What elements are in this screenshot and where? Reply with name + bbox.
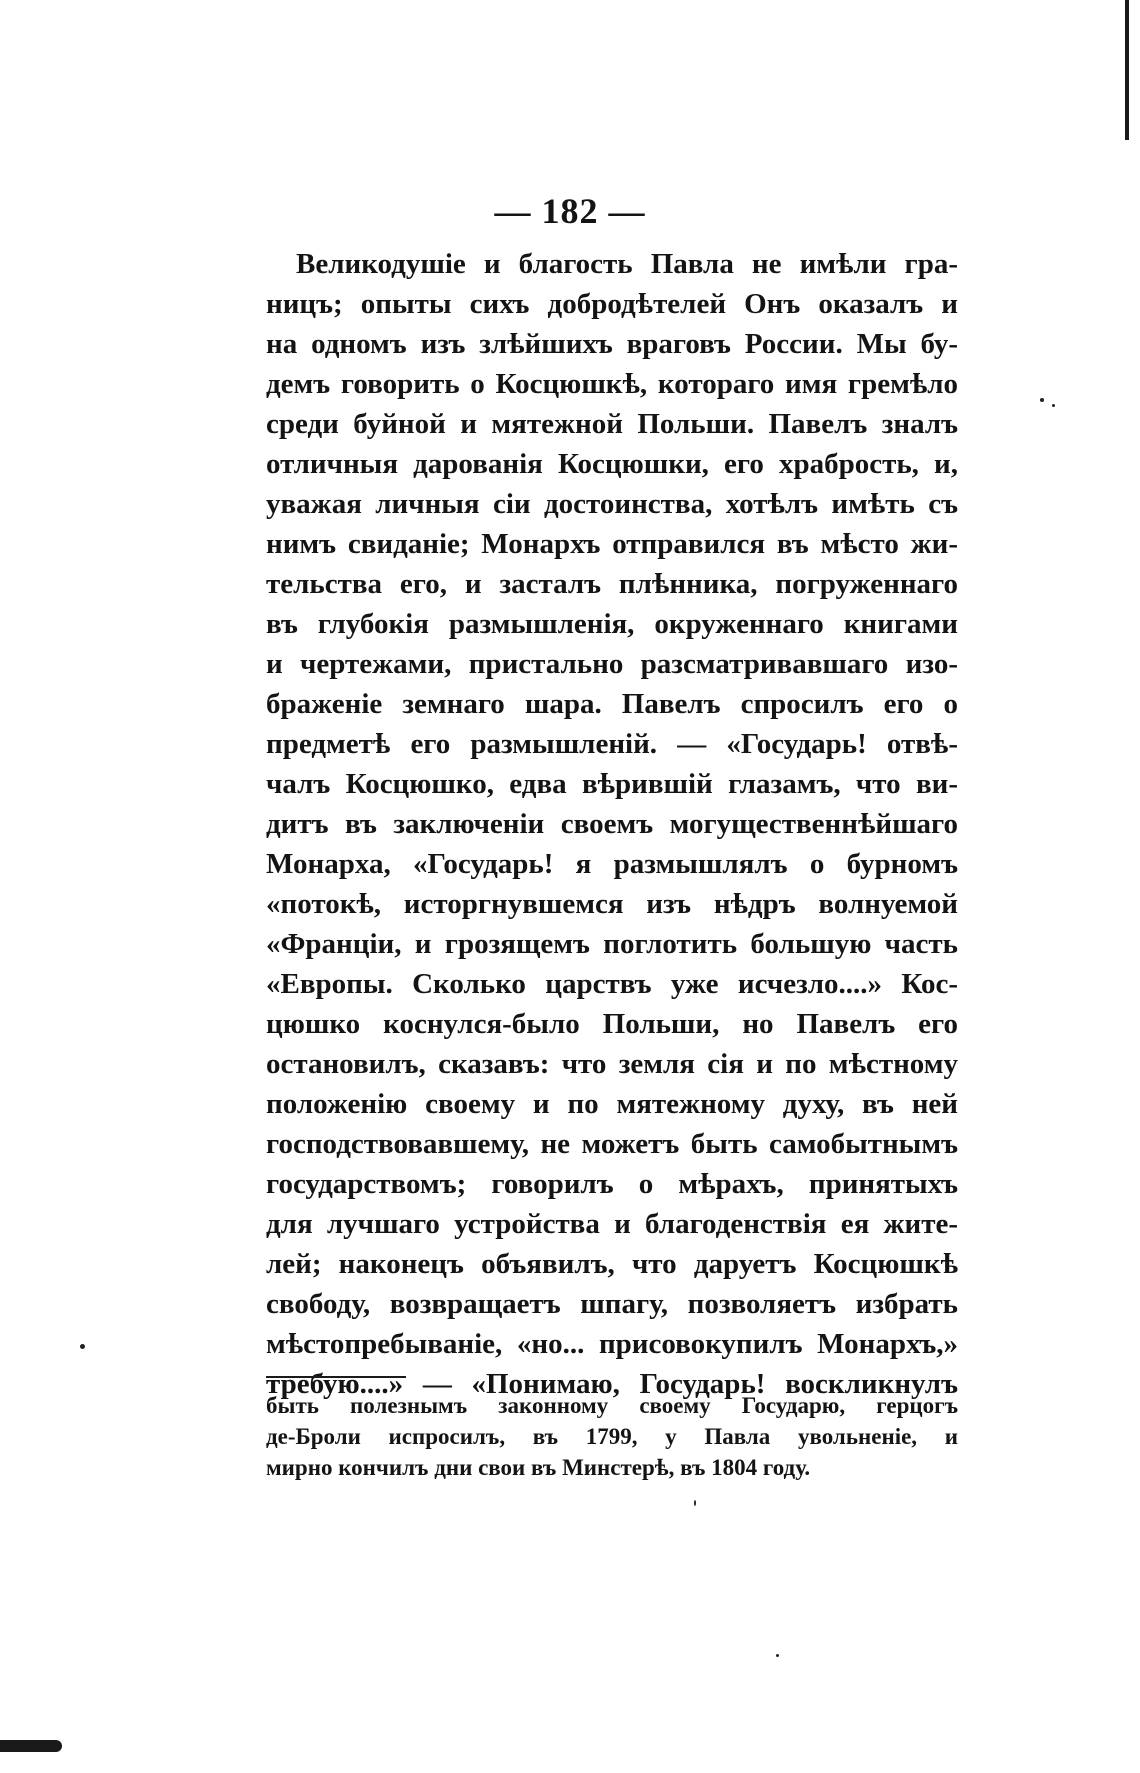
text-line: демъ говорить о Косцюшкѣ, котораго имя гремѣло xyxy=(266,368,958,400)
ink-smudge xyxy=(0,1740,62,1752)
ink-speck xyxy=(80,1344,85,1349)
footnote-rule xyxy=(266,1376,406,1378)
body-text xyxy=(266,244,958,1404)
footnote-line: быть полезнымъ законному своему Государю, герцогъ xyxy=(266,1393,958,1418)
text-line: «Европы. Сколько царствъ уже исчезло....» Кос- xyxy=(266,968,958,1000)
text-line: предметѣ его размышленій. — «Государь! отвѣ- xyxy=(266,728,958,760)
text-line: «Франціи, и грозящемъ поглотить большую часть xyxy=(266,928,958,960)
text-line: браженіе земнаго шара. Павелъ спросилъ его о xyxy=(266,688,958,720)
text-line: положенію своему и по мятежному духу, въ ней xyxy=(266,1088,958,1120)
text-line: «потокѣ, исторгнувшемся изъ нѣдръ волнуемой xyxy=(266,888,958,920)
text-line: Великодушіе и благость Павла не имѣли гра- xyxy=(296,248,958,280)
footnote xyxy=(266,1390,958,1483)
text-line: мѣстопребываніе, «но... присовокупилъ Монархъ,» xyxy=(266,1328,958,1360)
text-line: нимъ свиданіе; Монархъ отправился въ мѣсто жи- xyxy=(266,528,958,560)
text-line: свободу, возвращаетъ шпагу, позволяетъ избрать xyxy=(266,1288,958,1320)
footnote-line: де-Броли испросилъ, въ 1799, у Павла увольненіе, и xyxy=(266,1424,958,1449)
page-number: — 182 — xyxy=(494,191,646,231)
text-line: чалъ Косцюшко, едва вѣрившій глазамъ, что ви- xyxy=(266,768,958,800)
text-line: требую....» — «Понимаю, Государь! воскликнулъ xyxy=(266,1368,958,1400)
text-line: ницъ; опыты сихъ добродѣтелей Онъ оказалъ и xyxy=(266,288,958,320)
text-line: Монарха, «Государь! я размышлялъ о бурномъ xyxy=(266,848,958,880)
ink-speck xyxy=(776,1654,779,1657)
text-line: цюшко коснулся-было Польши, но Павелъ его xyxy=(266,1008,958,1040)
text-line: въ глубокія размышленія, окруженнаго книгами xyxy=(266,608,958,640)
text-line: остановилъ, сказавъ: что земля сія и по мѣстному xyxy=(266,1048,958,1080)
text-line: уважая личныя сіи достоинства, хотѣлъ имѣть съ xyxy=(266,488,958,520)
text-line: государствомъ; говорилъ о мѣрахъ, принятыхъ xyxy=(266,1168,958,1200)
text-line: отличныя дарованія Косцюшки, его храбрость, и, xyxy=(266,448,958,480)
ink-speck xyxy=(1040,398,1044,402)
text-line: среди буйной и мятежной Польши. Павелъ зналъ xyxy=(266,408,958,440)
text-line: и чертежами, пристально разсматривавшаго изо- xyxy=(266,648,958,680)
page-edge-line xyxy=(1125,0,1129,140)
text-line: на одномъ изъ злѣйшихъ враговъ России. Мы бу- xyxy=(266,328,958,360)
text-line: дитъ въ заключеніи своемъ могущественнѣйшаго xyxy=(266,808,958,840)
footnote-line: мирно кончилъ дни свои въ Минстерѣ, въ 1804 году. xyxy=(266,1455,811,1480)
ink-speck xyxy=(694,1500,696,1506)
ink-speck xyxy=(1052,404,1055,407)
text-line: господствовавшему, не можетъ быть самобытнымъ xyxy=(266,1128,958,1160)
text-line: тельства его, и засталъ плѣнника, погруженнаго xyxy=(266,568,958,600)
text-line: лей; наконецъ объявилъ, что даруетъ Косцюшкѣ xyxy=(266,1248,958,1280)
text-line: для лучшаго устройства и благоденствія ея жите- xyxy=(266,1208,958,1240)
